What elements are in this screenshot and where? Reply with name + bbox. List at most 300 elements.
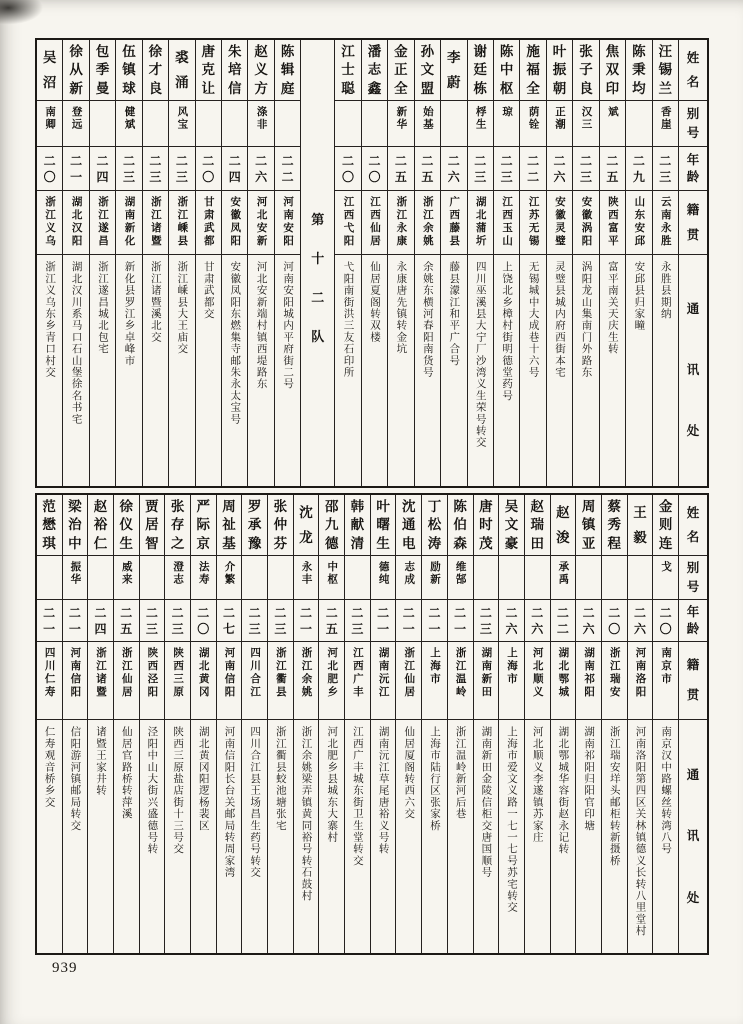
name-cell [345,495,370,555]
name-cell [37,495,62,555]
char-glyph: 处 [686,890,700,905]
age-cell [143,146,168,190]
char-glyph: 队 [311,329,325,344]
address-cell [275,254,300,486]
person-column [142,40,168,486]
char-glyph: 籍 [686,202,700,217]
char-glyph: 二 [70,153,83,168]
person-column [344,495,370,953]
char-glyph: 二 [281,169,294,184]
char-glyph: 浚 [556,529,570,545]
age-cell [248,146,273,190]
vertical-text: 浙江义乌 [44,196,56,248]
char-glyph: 二 [145,605,158,620]
vertical-text: 汉三 [580,106,592,131]
address-cell [525,719,550,953]
person-column [550,495,576,953]
alias-cell [196,100,221,146]
vertical-text: 桴生 [474,106,486,131]
native-place-cell [388,190,413,254]
age-cell [169,146,194,190]
row-header-name [679,495,707,555]
alias-cell [165,555,190,599]
char-glyph: 金 [658,498,673,514]
char-glyph: 二 [527,169,540,184]
native-place-cell [468,190,493,254]
char-glyph: 二 [377,605,390,620]
vertical-text: 河南安阳 [282,196,294,248]
vertical-text: 湖南祁阳 [583,647,595,699]
address-cell [499,719,524,953]
vertical-text: 新化县罗江乡卓峰市 [123,261,135,367]
row-header-column [678,495,707,953]
address-cell [37,719,62,953]
char-glyph: 名 [686,74,700,89]
native-place-cell [371,641,396,719]
native-place-cell [242,641,267,719]
vertical-text: 安徽凤阳东燃集寺邮朱永太宝号 [229,261,241,425]
vertical-text: 浙江诸暨 [149,196,161,248]
age-cell [371,599,396,641]
char-glyph: 基 [222,535,236,551]
name-cell [626,40,651,100]
vertical-text: 湖南新化 [123,196,135,248]
alias-cell [441,100,466,146]
name-cell [520,40,545,100]
char-glyph: 信 [227,80,242,96]
vertical-text: 江苏无锡 [527,196,539,248]
address-cell [294,719,319,953]
char-glyph: 三 [122,169,135,184]
char-glyph: 存 [170,517,185,533]
name-cell [371,495,396,555]
char-glyph: 六 [582,621,595,636]
alias-cell [626,100,651,146]
char-glyph: 德 [324,535,339,551]
person-column [293,495,319,953]
char-glyph: 讯 [686,363,700,378]
person-column [467,40,493,486]
native-place-cell [422,641,447,719]
vertical-text: 南卿 [44,106,56,131]
vertical-text: 湖北黄冈阳逻杨裴区 [197,726,209,832]
person-column [168,40,194,486]
address-cell [116,254,141,486]
char-glyph: 仲 [273,517,288,533]
alias-cell [217,555,242,599]
char-glyph: 二 [394,153,407,168]
alias-cell [371,555,396,599]
char-glyph: 第 [311,212,325,227]
char-glyph: 孙 [420,43,435,59]
char-glyph: 治 [68,517,82,533]
char-glyph: 二 [531,605,544,620]
char-glyph: 之 [170,535,185,551]
char-glyph: 全 [394,80,408,96]
char-glyph: 吴 [42,50,57,65]
age-cell [576,599,601,641]
name-cell [319,495,344,555]
age-cell [242,599,267,641]
age-cell [441,146,466,190]
char-glyph: 培 [227,62,242,78]
char-glyph: 通 [686,767,700,782]
char-glyph: 二 [428,605,441,620]
alias-cell [275,100,300,146]
alias-cell [520,100,545,146]
alias-cell [319,555,344,599]
vertical-text: 仙居厦阁转西六交 [403,726,415,820]
char-glyph: 一 [43,621,56,636]
char-glyph: 仪 [119,517,133,533]
char-glyph: 京 [196,535,211,551]
char-glyph: 二 [43,153,56,168]
vertical-text: 励新 [428,561,440,586]
person-column [361,40,387,486]
alias-cell [573,100,598,146]
row-header-alias [679,100,707,146]
char-glyph: 二 [202,153,215,168]
native-place-cell [294,641,319,719]
vertical-text: 藤县濛江和平广合号 [448,261,460,367]
alias-cell [525,555,550,599]
char-glyph: 通 [402,517,416,533]
char-glyph: 秀 [607,517,622,533]
person-column [421,495,447,953]
char-glyph: 二 [447,153,460,168]
vertical-text: 德纯 [377,561,389,586]
vertical-text: 健斌 [123,106,135,131]
age-cell [600,146,625,190]
vertical-text: 河北顺义李遂镇苏家庄 [531,726,543,843]
vertical-text: 甘肃武都交 [202,261,214,320]
person-column [267,495,293,953]
char-glyph: 际 [196,517,211,533]
age-cell [63,599,88,641]
vertical-text: 中枢 [326,561,338,586]
char-glyph: 聪 [341,80,355,96]
vertical-text: 浙江仙居 [403,647,415,699]
alias-cell [362,100,387,146]
char-glyph: 别 [686,561,700,575]
char-glyph: 〇 [368,169,381,184]
char-glyph: 五 [606,169,619,184]
alias-cell [388,100,413,146]
char-glyph: 一 [428,621,441,636]
address-cell [653,254,678,486]
alias-cell [602,555,627,599]
address-cell [415,254,440,486]
name-cell [441,40,466,100]
person-column [89,40,115,486]
vertical-text: 湖北蒲圻 [474,196,486,248]
person-column [216,495,242,953]
vertical-text: 河南信阳 [69,647,81,699]
native-place-cell [653,190,678,254]
person-column [62,40,88,486]
char-glyph: 二 [120,605,133,620]
native-place-cell [628,641,653,719]
vertical-text: 湖南沅江 [377,647,389,699]
native-place-cell [576,641,601,719]
vertical-text: 涤非 [255,106,267,131]
char-glyph: 二 [325,605,338,620]
person-column [387,40,413,486]
vertical-text: 南京汉中路螺丝转湾八号 [660,726,672,855]
char-glyph: 让 [201,80,216,96]
native-place-cell [494,190,519,254]
native-place-cell [217,641,242,719]
alias-cell [468,100,493,146]
page-number: 939 [52,960,78,976]
alias-cell [499,555,524,599]
address-cell [628,719,653,953]
char-glyph: 号 [686,125,700,140]
name-cell [547,40,572,100]
char-glyph: 三 [149,169,162,184]
vertical-text: 浙江温岭新河后巷 [454,726,466,820]
char-glyph: 三 [579,169,592,184]
roster-table-upper [35,38,709,488]
vertical-text: 湖北黄冈 [197,647,209,699]
char-glyph: 〇 [43,169,56,184]
vertical-text: 四川合江县王场昌生药号转交 [249,726,261,879]
char-glyph: 赵 [556,505,570,520]
vertical-text: 四川合江 [249,647,261,699]
char-glyph: 二 [342,153,355,168]
char-glyph: 则 [658,517,673,533]
char-glyph: 〇 [202,169,215,184]
vertical-text: 山东安邱 [633,196,645,248]
vertical-text: 浙江瑞安 [608,647,620,699]
char-glyph: 张 [579,43,593,59]
name-cell [576,495,601,555]
char-glyph: 二 [582,605,595,620]
native-place-cell [345,641,370,719]
char-glyph: 二 [171,605,184,620]
vertical-text: 陕西三原盐店街十三号交 [172,726,184,855]
char-glyph: 张 [273,498,288,514]
vertical-text: 诸暨王家井转 [95,726,107,797]
vertical-text: 弋阳南街洪三友石印所 [342,261,354,378]
char-glyph: 方 [254,80,268,96]
vertical-text: 浙江衢县 [274,647,286,699]
char-glyph: 曙 [376,517,390,533]
alias-cell [474,555,499,599]
char-glyph: 瑞 [530,517,544,533]
char-glyph: 龙 [299,529,313,545]
vertical-text: 陕西泾阳 [146,647,158,699]
name-cell [165,495,190,555]
person-column [247,40,273,486]
native-place-cell [248,190,273,254]
char-glyph: 二 [659,605,672,620]
person-column [519,40,545,486]
char-glyph: 〇 [659,621,672,636]
char-glyph: 徐 [69,43,83,59]
native-place-cell [626,190,651,254]
vertical-text: 陕西富平 [606,196,618,248]
char-glyph: 豪 [504,535,519,551]
address-cell [114,719,139,953]
address-cell [396,719,421,953]
person-column [164,495,190,953]
char-glyph: 鑫 [367,80,382,96]
char-glyph: 别 [686,106,700,121]
age-cell [653,146,678,190]
char-glyph: 二 [633,605,646,620]
age-cell [602,599,627,641]
vertical-text: 湖北鄂城 [557,647,569,699]
char-glyph: 一 [454,621,467,636]
age-cell [525,599,550,641]
native-place-cell [551,641,576,719]
vertical-text: 江西玉山 [501,196,513,248]
alias-cell [335,100,360,146]
char-glyph: 琪 [42,535,56,551]
char-glyph: 二 [402,605,415,620]
age-cell [448,599,473,641]
char-glyph: 六 [505,621,518,636]
char-glyph: 季 [95,62,110,78]
char-glyph: 通 [686,302,700,317]
alias-cell [653,555,678,599]
char-glyph: 栋 [473,80,487,96]
vertical-text: 上海市陆行区张家桥 [428,726,440,832]
char-glyph: 秉 [632,62,646,78]
vertical-text: 戈 [660,561,672,574]
address-cell [547,254,572,486]
char-glyph: 姓 [686,50,700,65]
alias-cell [114,555,139,599]
address-cell [520,254,545,486]
char-glyph: 二 [505,605,518,620]
vertical-text: 四川巫溪县大宁厂沙湾义生荣号转交 [474,261,486,449]
native-place-cell [165,641,190,719]
native-place-cell [448,641,473,719]
name-cell [362,40,387,100]
char-glyph: 士 [341,62,355,78]
vertical-text: 永丰 [300,561,312,586]
age-cell [268,599,293,641]
age-cell [474,599,499,641]
person-column [62,495,88,953]
char-glyph: 王 [633,505,647,520]
char-glyph: 生 [119,535,133,551]
vertical-text: 斌 [606,106,618,119]
char-glyph: 二 [553,153,566,168]
char-glyph: 五 [421,169,434,184]
char-glyph: 均 [632,80,646,96]
native-place-cell [140,641,165,719]
vertical-text: 湖南祁阳归阳官印塘 [583,726,595,832]
age-cell [63,146,88,190]
char-glyph: 梁 [68,498,82,514]
address-cell [422,719,447,953]
vertical-text: 仙居官路桥转萍溪 [120,726,132,820]
age-cell [653,599,678,641]
name-cell [600,40,625,100]
vertical-text: 泾阳中山大街兴盛德号转 [146,726,158,855]
char-glyph: 三 [500,169,513,184]
name-cell [37,40,62,100]
char-glyph: 十 [311,251,325,266]
person-column [524,495,550,953]
char-glyph: 电 [402,535,416,551]
native-place-cell [600,190,625,254]
name-cell [88,495,113,555]
char-glyph: 范 [42,498,56,514]
char-glyph: 叶 [376,498,390,514]
name-cell [191,495,216,555]
person-column [627,495,653,953]
address-cell [90,254,115,486]
char-glyph: 吴 [504,498,519,514]
char-glyph: 松 [427,517,442,533]
vertical-text: 介繁 [223,561,235,586]
name-cell [474,495,499,555]
name-cell [422,495,447,555]
vertical-text: 河北安新 [255,196,267,248]
alias-cell [169,100,194,146]
native-place-cell [335,190,360,254]
char-glyph: 五 [325,621,338,636]
person-column [370,495,396,953]
char-glyph: 三 [474,169,487,184]
char-glyph: 锡 [658,62,673,78]
char-glyph: 一 [68,621,81,636]
person-column [440,40,466,486]
vertical-text: 湖北鄂城华容街赵永记转 [557,726,569,855]
vertical-text: 河南洛阳 [634,647,646,699]
native-place-cell [573,190,598,254]
address-cell [319,719,344,953]
person-column [652,40,678,486]
age-cell [345,599,370,641]
age-cell [415,146,440,190]
char-glyph: 唐 [201,43,216,59]
char-glyph: 子 [579,62,593,78]
vertical-text: 南京市 [660,647,672,686]
char-glyph: 赵 [93,498,108,514]
char-glyph: 伍 [122,43,136,59]
address-cell [448,719,473,953]
native-place-cell [37,190,62,254]
char-glyph: 谢 [473,43,487,59]
address-cell [474,719,499,953]
char-glyph: 献 [350,517,365,533]
vertical-text: 香崖 [659,106,671,131]
char-glyph: 二 [96,153,109,168]
person-column [652,495,678,953]
char-glyph: 丁 [427,498,442,514]
native-place-cell [474,641,499,719]
vertical-text: 正潮 [554,106,566,131]
char-glyph: 四 [94,621,107,636]
char-glyph: 三 [145,621,158,636]
char-glyph: 焦 [605,43,620,59]
person-column [414,40,440,486]
vertical-text: 新华 [395,106,407,131]
alias-cell [653,100,678,146]
address-cell [165,719,190,953]
vertical-text: 浙江瑞安垟头邮柜转新摄桥 [608,726,620,867]
char-glyph: 茂 [479,535,493,551]
person-column [37,495,62,953]
address-cell [626,254,651,486]
char-glyph: 沼 [42,74,57,90]
address-cell [242,719,267,953]
